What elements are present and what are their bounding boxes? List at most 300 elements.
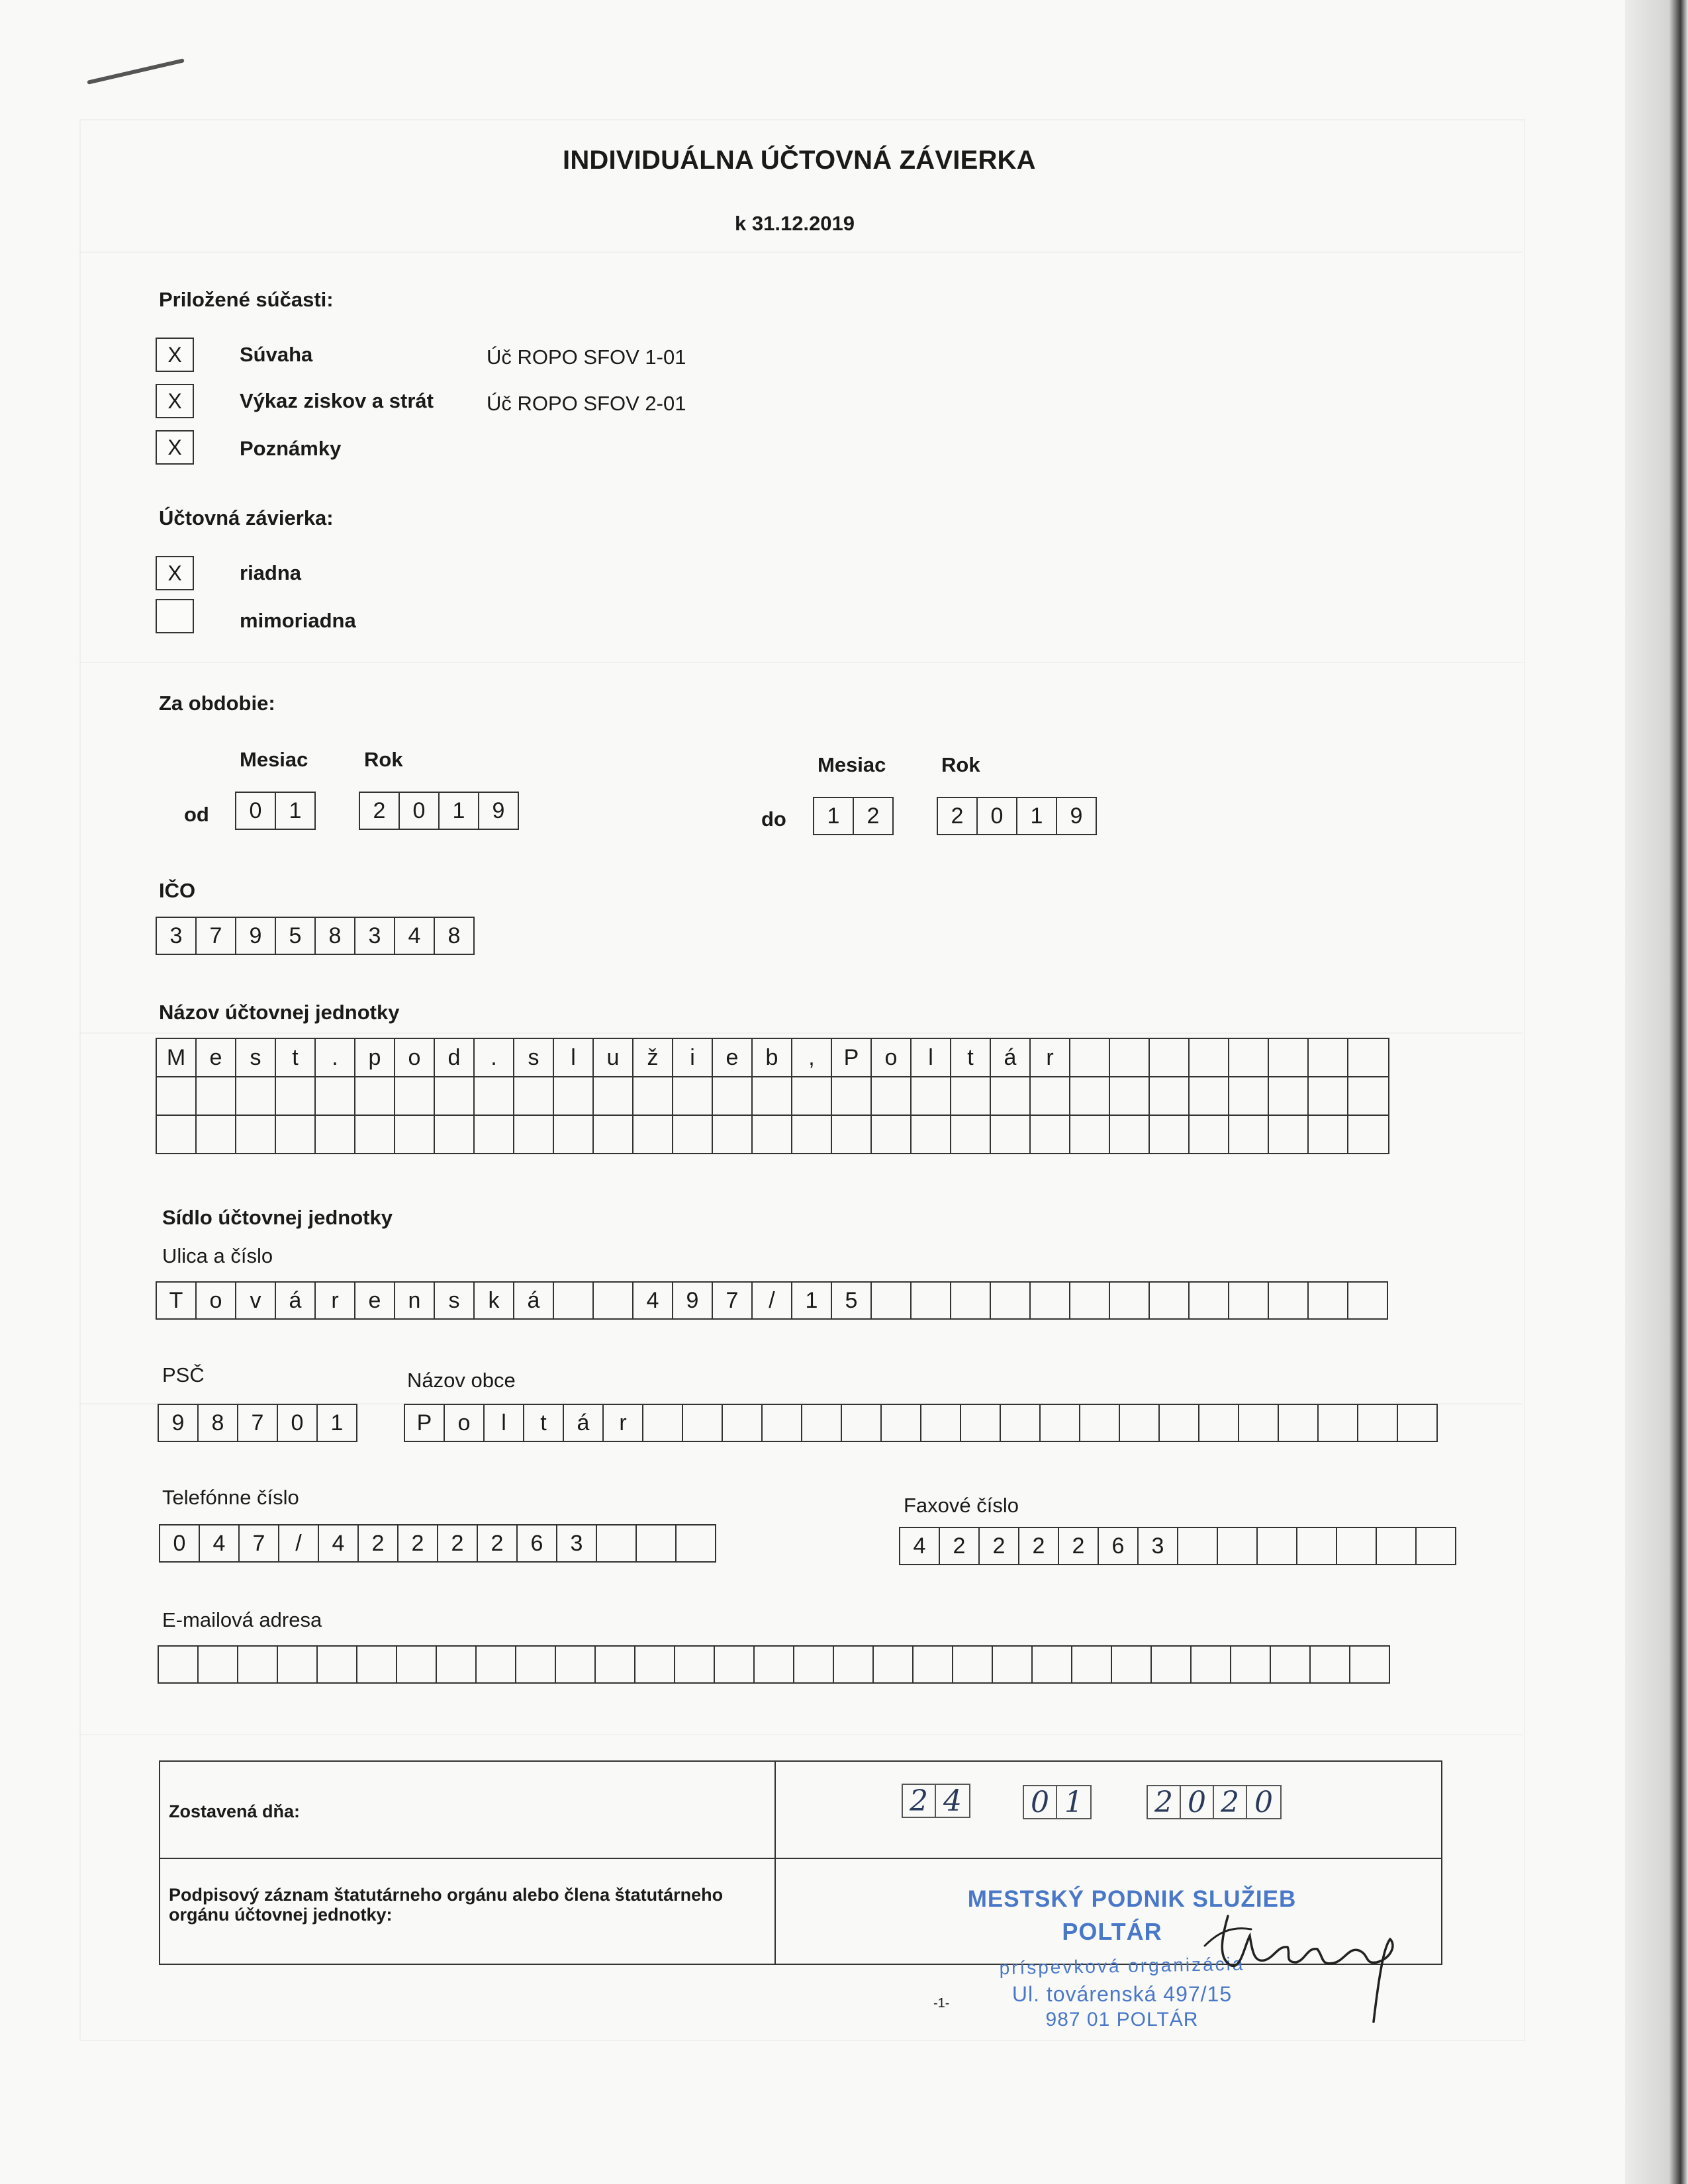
char-box bbox=[872, 1283, 912, 1318]
char-box bbox=[554, 1283, 594, 1318]
char-box: 3 bbox=[355, 918, 395, 954]
psc-label: PSČ bbox=[162, 1363, 205, 1387]
char-box: 9 bbox=[479, 793, 519, 829]
char-box: 9 bbox=[159, 1405, 199, 1441]
char-box: s bbox=[514, 1039, 554, 1076]
char-box bbox=[1192, 1647, 1231, 1682]
char-box bbox=[276, 1116, 316, 1153]
char-box: . bbox=[475, 1039, 514, 1076]
char-box: 2 bbox=[359, 1525, 399, 1561]
stamp-line-4: Ul. továrenská 497/15 bbox=[1011, 1982, 1233, 2006]
char-box bbox=[673, 1116, 713, 1153]
char-box bbox=[1269, 1283, 1309, 1318]
char-box bbox=[763, 1405, 802, 1441]
char-box bbox=[1229, 1116, 1269, 1153]
char-box: 4 bbox=[319, 1525, 359, 1561]
char-box bbox=[594, 1283, 633, 1318]
char-box bbox=[554, 1116, 594, 1153]
char-box bbox=[238, 1647, 278, 1682]
char-box bbox=[1110, 1116, 1150, 1153]
char-box bbox=[437, 1647, 477, 1682]
char-box bbox=[395, 1116, 435, 1153]
compiled-label: Zostavená dňa: bbox=[169, 1801, 301, 1821]
char-box bbox=[1070, 1283, 1110, 1318]
document-title: INDIVIDUÁLNA ÚČTOVNÁ ZÁVIERKA bbox=[563, 146, 1036, 175]
char-box bbox=[872, 1116, 912, 1153]
char-box bbox=[953, 1647, 993, 1682]
char-box bbox=[1110, 1039, 1150, 1076]
char-box: r bbox=[1031, 1039, 1070, 1076]
phone-field[interactable] bbox=[159, 1524, 716, 1563]
signature-label: Podpisový záznam štatutárneho orgánu alebo člena štatutárneho orgánu účtovnej jednotky: bbox=[169, 1885, 724, 1925]
char-box bbox=[912, 1077, 951, 1115]
compiled-month-field[interactable] bbox=[1023, 1785, 1092, 1819]
char-box: á bbox=[276, 1283, 316, 1318]
char-box bbox=[1309, 1283, 1348, 1318]
char-box bbox=[276, 1077, 316, 1115]
char-box bbox=[1377, 1528, 1417, 1564]
char-box bbox=[197, 1116, 236, 1153]
char-box: 9 bbox=[1057, 798, 1097, 834]
seat-heading: Sídlo účtovnej jednotky bbox=[162, 1206, 393, 1229]
char-box: o bbox=[445, 1405, 485, 1441]
char-box bbox=[596, 1647, 635, 1682]
char-box bbox=[159, 1647, 199, 1682]
fax-field[interactable] bbox=[899, 1527, 1456, 1565]
char-box: 7 bbox=[240, 1525, 279, 1561]
char-box bbox=[1309, 1077, 1348, 1115]
unit-name-field[interactable] bbox=[156, 1038, 1389, 1154]
char-box bbox=[1258, 1528, 1297, 1564]
char-box bbox=[1033, 1647, 1072, 1682]
table-divider bbox=[774, 1762, 776, 1964]
char-box: . bbox=[316, 1039, 355, 1076]
char-box: 1 bbox=[1017, 798, 1057, 834]
char-box bbox=[921, 1405, 961, 1441]
char-box bbox=[713, 1116, 753, 1153]
char-box bbox=[951, 1077, 991, 1115]
char-box bbox=[832, 1116, 872, 1153]
bleed-through-line bbox=[79, 1734, 1523, 1735]
char-box bbox=[1190, 1283, 1229, 1318]
char-box: 1 bbox=[318, 1405, 357, 1441]
char-box bbox=[1231, 1647, 1271, 1682]
char-box bbox=[1239, 1405, 1279, 1441]
stamp-line-5: 987 01 POLTÁR bbox=[1045, 2009, 1199, 2030]
from-month-label: Mesiac bbox=[240, 748, 308, 771]
scan-edge bbox=[1625, 0, 1688, 2184]
char-box bbox=[1190, 1116, 1229, 1153]
char-box bbox=[723, 1405, 763, 1441]
char-box bbox=[677, 1525, 716, 1561]
char-box bbox=[1150, 1077, 1190, 1115]
city-field[interactable] bbox=[404, 1404, 1438, 1442]
char-box bbox=[1311, 1647, 1350, 1682]
char-box bbox=[1348, 1116, 1388, 1153]
char-box bbox=[991, 1077, 1031, 1115]
char-box bbox=[1229, 1283, 1269, 1318]
char-box: s bbox=[435, 1283, 475, 1318]
char-box bbox=[951, 1116, 991, 1153]
char-box bbox=[1070, 1039, 1110, 1076]
attachment-checkbox-vykaz[interactable]: X bbox=[156, 384, 194, 418]
char-box bbox=[635, 1647, 675, 1682]
char-box: 7 bbox=[238, 1405, 278, 1441]
char-box: t bbox=[951, 1039, 991, 1076]
char-box: 5 bbox=[832, 1283, 872, 1318]
char-box: b bbox=[753, 1039, 792, 1076]
handwritten-digit: 1 bbox=[1064, 1785, 1083, 1819]
char-box bbox=[597, 1525, 637, 1561]
char-box: k bbox=[475, 1283, 514, 1318]
char-box bbox=[912, 1283, 951, 1318]
char-box bbox=[316, 1116, 355, 1153]
char-box bbox=[514, 1077, 554, 1115]
attachment-code-vykaz: Úč ROPO SFOV 2-01 bbox=[487, 392, 686, 415]
char-box bbox=[1319, 1405, 1358, 1441]
char-box bbox=[832, 1077, 872, 1115]
unit-name-row bbox=[157, 1116, 1388, 1153]
char-box bbox=[991, 1283, 1031, 1318]
char-box: t bbox=[276, 1039, 316, 1076]
bleed-through-line bbox=[79, 251, 1523, 253]
char-box: 4 bbox=[200, 1525, 240, 1561]
char-box bbox=[357, 1647, 397, 1682]
char-box: P bbox=[405, 1405, 445, 1441]
char-box: o bbox=[197, 1283, 236, 1318]
char-box bbox=[643, 1405, 683, 1441]
char-box: ž bbox=[633, 1039, 673, 1076]
char-box bbox=[157, 1116, 197, 1153]
closing-checkbox-mimoriadna[interactable] bbox=[156, 599, 194, 633]
char-box: l bbox=[485, 1405, 524, 1441]
unit-name-label: Názov účtovnej jednotky bbox=[159, 1001, 400, 1024]
char-box bbox=[157, 1077, 197, 1115]
char-box: e bbox=[197, 1039, 236, 1076]
char-box: e bbox=[713, 1039, 753, 1076]
char-box: 2 bbox=[1059, 1528, 1099, 1564]
char-box bbox=[1398, 1405, 1438, 1441]
closing-label-riadna: riadna bbox=[240, 561, 302, 584]
char-box bbox=[475, 1116, 514, 1153]
char-box: v bbox=[236, 1283, 276, 1318]
char-box bbox=[477, 1647, 516, 1682]
char-box bbox=[1309, 1039, 1348, 1076]
char-box bbox=[834, 1647, 874, 1682]
char-box: r bbox=[604, 1405, 643, 1441]
char-box: u bbox=[594, 1039, 633, 1076]
char-box: 1 bbox=[276, 793, 316, 829]
char-box bbox=[753, 1077, 792, 1115]
char-box bbox=[355, 1116, 395, 1153]
char-box bbox=[397, 1647, 437, 1682]
char-box bbox=[1337, 1528, 1377, 1564]
from-label: od bbox=[184, 803, 209, 826]
char-box bbox=[1279, 1405, 1319, 1441]
char-box bbox=[842, 1405, 882, 1441]
char-box bbox=[199, 1647, 238, 1682]
char-box: 8 bbox=[316, 918, 355, 954]
table-divider bbox=[160, 1858, 1441, 1859]
to-year-field[interactable] bbox=[937, 797, 1097, 835]
char-box: / bbox=[753, 1283, 792, 1318]
char-box bbox=[316, 1077, 355, 1115]
stamp-line-3: príspevková organizácia bbox=[999, 1953, 1245, 1979]
char-box: 8 bbox=[435, 918, 475, 954]
char-box bbox=[318, 1647, 357, 1682]
char-box bbox=[594, 1116, 633, 1153]
from-year-label: Rok bbox=[364, 748, 403, 771]
char-box: 2 bbox=[938, 798, 978, 834]
char-box: 5 bbox=[276, 918, 316, 954]
char-box bbox=[594, 1077, 633, 1115]
char-box: o bbox=[395, 1039, 435, 1076]
char-box: / bbox=[279, 1525, 319, 1561]
unit-name-row bbox=[157, 1039, 1388, 1077]
handwritten-digit: 0 bbox=[1181, 1786, 1214, 1818]
street-label: Ulica a číslo bbox=[162, 1244, 273, 1267]
document-date: k 31.12.2019 bbox=[735, 212, 855, 235]
char-box: e bbox=[355, 1283, 395, 1318]
char-box bbox=[1031, 1077, 1070, 1115]
char-box bbox=[755, 1647, 794, 1682]
ico-label: IČO bbox=[159, 879, 196, 902]
char-box: , bbox=[792, 1039, 832, 1076]
unit-name-row bbox=[157, 1077, 1388, 1116]
char-box bbox=[1070, 1116, 1110, 1153]
char-box: 4 bbox=[395, 918, 435, 954]
char-box bbox=[1271, 1647, 1311, 1682]
char-box: 0 bbox=[236, 793, 276, 829]
char-box bbox=[637, 1525, 677, 1561]
char-box bbox=[1309, 1116, 1348, 1153]
email-field[interactable] bbox=[158, 1645, 1390, 1684]
closing-heading: Účtovná závierka: bbox=[159, 506, 334, 529]
char-box: s bbox=[236, 1039, 276, 1076]
char-box bbox=[475, 1077, 514, 1115]
char-box: 1 bbox=[814, 798, 854, 834]
ico-field[interactable] bbox=[156, 917, 475, 955]
attachment-label-suvaha: Súvaha bbox=[240, 343, 313, 366]
char-box: á bbox=[514, 1283, 554, 1318]
handwritten-digit: 4 bbox=[943, 1784, 962, 1818]
char-box bbox=[516, 1647, 556, 1682]
char-box: M bbox=[157, 1039, 197, 1076]
char-box: d bbox=[435, 1039, 475, 1076]
char-box bbox=[874, 1647, 914, 1682]
street-field[interactable] bbox=[156, 1281, 1388, 1320]
attachment-label-vykaz: Výkaz ziskov a strát bbox=[240, 389, 434, 412]
char-box: 9 bbox=[673, 1283, 713, 1318]
char-box: 0 bbox=[278, 1405, 318, 1441]
char-box: 9 bbox=[236, 918, 276, 954]
char-box: 2 bbox=[940, 1528, 980, 1564]
char-box bbox=[1218, 1528, 1258, 1564]
char-box: i bbox=[673, 1039, 713, 1076]
to-label: do bbox=[761, 807, 786, 831]
char-box bbox=[1350, 1647, 1390, 1682]
page-number: -1- bbox=[933, 1996, 950, 2011]
char-box bbox=[1348, 1039, 1388, 1076]
char-box bbox=[278, 1647, 318, 1682]
char-box: n bbox=[395, 1283, 435, 1318]
char-box bbox=[1269, 1039, 1309, 1076]
char-box: o bbox=[872, 1039, 912, 1076]
char-box: 2 bbox=[399, 1525, 438, 1561]
attachment-checkbox-poznamky[interactable]: X bbox=[156, 430, 194, 465]
char-box: 0 bbox=[400, 793, 440, 829]
char-box bbox=[1041, 1405, 1080, 1441]
char-box: 2 bbox=[478, 1525, 518, 1561]
attachment-label-poznamky: Poznámky bbox=[240, 437, 342, 460]
char-box: 7 bbox=[713, 1283, 753, 1318]
char-box bbox=[1297, 1528, 1337, 1564]
char-box: 2 bbox=[854, 798, 894, 834]
char-box bbox=[792, 1077, 832, 1115]
to-month-label: Mesiac bbox=[818, 753, 886, 776]
char-box: 8 bbox=[199, 1405, 238, 1441]
char-box: P bbox=[832, 1039, 872, 1076]
stamp-line-2: POLTÁR bbox=[1062, 1918, 1162, 1945]
phone-label: Telefónne číslo bbox=[162, 1486, 299, 1509]
char-box bbox=[1080, 1405, 1120, 1441]
char-box: 1 bbox=[792, 1283, 832, 1318]
char-box bbox=[1190, 1077, 1229, 1115]
handwritten-signature bbox=[1192, 1899, 1410, 2025]
char-box bbox=[1112, 1647, 1152, 1682]
closing-label-mimoriadna: mimoriadna bbox=[240, 609, 356, 632]
attachment-code-suvaha: Úč ROPO SFOV 1-01 bbox=[487, 345, 686, 369]
char-box bbox=[395, 1077, 435, 1115]
char-box bbox=[991, 1116, 1031, 1153]
char-box: 4 bbox=[633, 1283, 673, 1318]
char-box bbox=[912, 1116, 951, 1153]
char-box bbox=[1269, 1116, 1309, 1153]
char-box bbox=[961, 1405, 1001, 1441]
char-box bbox=[1110, 1077, 1150, 1115]
char-box bbox=[673, 1077, 713, 1115]
char-box bbox=[435, 1116, 475, 1153]
char-box: 0 bbox=[160, 1525, 200, 1561]
char-box: á bbox=[564, 1405, 604, 1441]
char-box bbox=[1348, 1283, 1388, 1318]
bleed-through-line bbox=[79, 662, 1523, 663]
char-box bbox=[1178, 1528, 1218, 1564]
char-box bbox=[633, 1116, 673, 1153]
char-box bbox=[683, 1405, 723, 1441]
char-box bbox=[1150, 1039, 1190, 1076]
from-month-field[interactable] bbox=[235, 792, 316, 830]
char-box bbox=[715, 1647, 755, 1682]
char-box bbox=[802, 1405, 842, 1441]
attachments-heading: Priložené súčasti: bbox=[159, 288, 334, 311]
char-box bbox=[1070, 1077, 1110, 1115]
city-label: Názov obce bbox=[407, 1369, 516, 1392]
char-box bbox=[1031, 1283, 1070, 1318]
char-box: 2 bbox=[980, 1528, 1019, 1564]
char-box bbox=[872, 1077, 912, 1115]
email-label: E-mailová adresa bbox=[162, 1608, 322, 1631]
handwritten-digit: 2 bbox=[903, 1785, 936, 1817]
char-box bbox=[713, 1077, 753, 1115]
char-box bbox=[514, 1116, 554, 1153]
char-box bbox=[1072, 1647, 1112, 1682]
attachment-checkbox-suvaha[interactable]: X bbox=[156, 338, 194, 372]
char-box bbox=[1031, 1116, 1070, 1153]
char-box bbox=[1229, 1077, 1269, 1115]
char-box: T bbox=[157, 1283, 197, 1318]
char-box: 6 bbox=[1099, 1528, 1139, 1564]
char-box: l bbox=[912, 1039, 951, 1076]
char-box: 7 bbox=[197, 918, 236, 954]
char-box bbox=[633, 1077, 673, 1115]
char-box bbox=[1190, 1039, 1229, 1076]
char-box bbox=[1160, 1405, 1199, 1441]
char-box bbox=[882, 1405, 921, 1441]
char-box: 3 bbox=[157, 918, 197, 954]
scan-mark bbox=[87, 58, 185, 85]
compiled-year-field[interactable] bbox=[1147, 1785, 1282, 1819]
fax-label: Faxové číslo bbox=[904, 1494, 1019, 1517]
char-box: 6 bbox=[518, 1525, 557, 1561]
char-box: 2 bbox=[360, 793, 400, 829]
char-box bbox=[914, 1647, 953, 1682]
period-heading: Za obdobie: bbox=[159, 692, 275, 715]
char-box bbox=[1269, 1077, 1309, 1115]
char-box bbox=[951, 1283, 991, 1318]
stamp-line-1: MESTSKÝ PODNIK SLUŽIEB bbox=[967, 1886, 1297, 1912]
char-box bbox=[1348, 1077, 1388, 1115]
char-box bbox=[236, 1077, 276, 1115]
char-box: 4 bbox=[900, 1528, 940, 1564]
char-box: 0 bbox=[978, 798, 1017, 834]
char-box bbox=[794, 1647, 834, 1682]
char-box: t bbox=[524, 1405, 564, 1441]
char-box bbox=[435, 1077, 475, 1115]
closing-checkbox-riadna[interactable]: X bbox=[156, 556, 194, 590]
char-box bbox=[792, 1116, 832, 1153]
char-box: 2 bbox=[438, 1525, 478, 1561]
char-box: l bbox=[554, 1039, 594, 1076]
char-box bbox=[1152, 1647, 1192, 1682]
char-box bbox=[675, 1647, 715, 1682]
char-box bbox=[1417, 1528, 1456, 1564]
compiled-day-field[interactable] bbox=[902, 1784, 970, 1818]
to-month-field[interactable] bbox=[813, 797, 894, 835]
char-box bbox=[355, 1077, 395, 1115]
char-box bbox=[1358, 1405, 1398, 1441]
from-year-field[interactable] bbox=[359, 792, 519, 830]
char-box bbox=[1150, 1116, 1190, 1153]
handwritten-digit: 2 bbox=[1214, 1786, 1247, 1818]
to-year-label: Rok bbox=[941, 753, 980, 776]
char-box: p bbox=[355, 1039, 395, 1076]
char-box bbox=[1110, 1283, 1150, 1318]
char-box bbox=[753, 1116, 792, 1153]
char-box: 3 bbox=[1139, 1528, 1178, 1564]
char-box bbox=[1229, 1039, 1269, 1076]
char-box: 1 bbox=[440, 793, 479, 829]
handwritten-digit: 2 bbox=[1148, 1786, 1181, 1818]
char-box bbox=[1150, 1283, 1190, 1318]
char-box: á bbox=[991, 1039, 1031, 1076]
char-box bbox=[1001, 1405, 1041, 1441]
char-box bbox=[236, 1116, 276, 1153]
char-box bbox=[554, 1077, 594, 1115]
handwritten-digit: 0 bbox=[1024, 1786, 1057, 1818]
psc-field[interactable] bbox=[158, 1404, 357, 1442]
handwritten-digit: 0 bbox=[1254, 1785, 1273, 1819]
